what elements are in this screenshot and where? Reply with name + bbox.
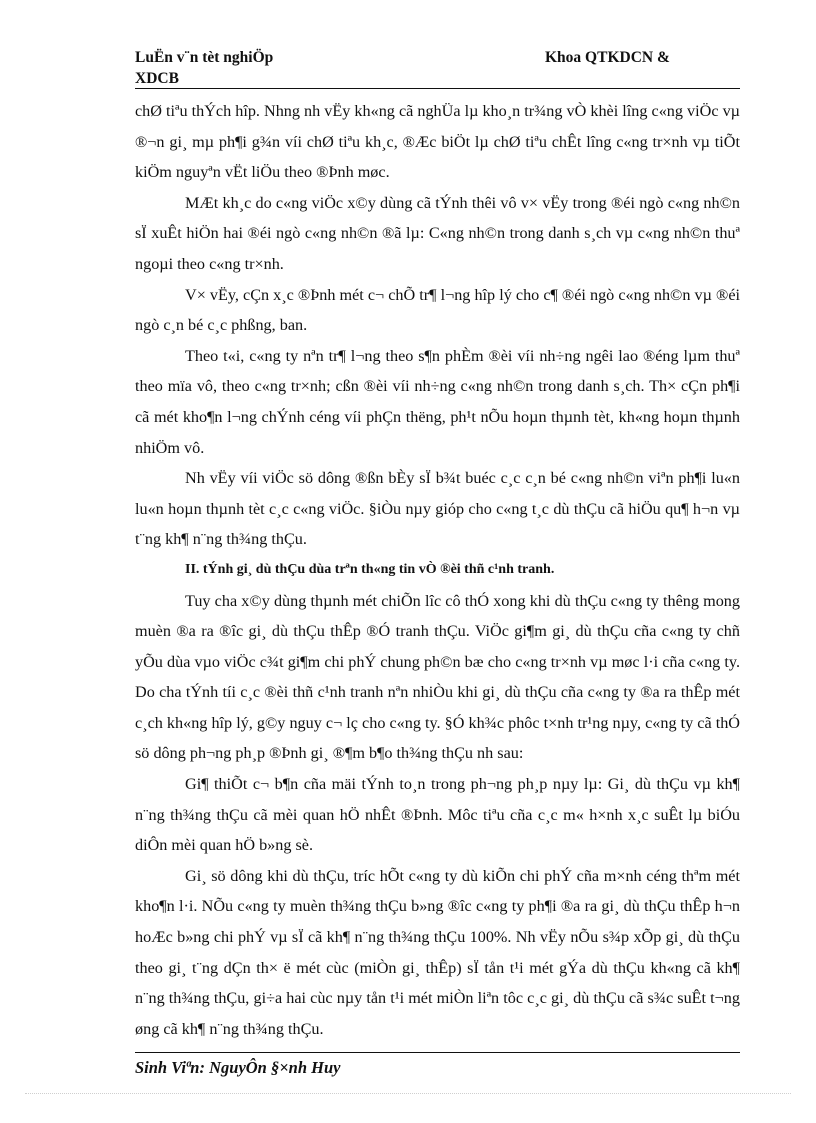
paragraph: Gi¸ sö dông khi dù thÇu, tríc hÕt c«ng ty dù kiÕn chi phÝ cña m×nh céng thªm mét kho¶n l·i. NÕu c«ng ty muèn th¾ng thÇu b»ng ®îc c«ng ty ph¶i ®a ra gi¸ dù thÇu thÊp h¬n hoÆc b»ng chi phÝ vµ sÏ cã kh¶ n¨ng th¾ng thÇu 100%. Nh vËy nÕu s¾p xÕp gi¸ dù thÇu theo gi¸ t¨ng dÇn th× ë mét cùc (miÒn gi¸ thÊp) sÏ tån t¹i mét gÝa dù thÇu kh«ng cã kh¶ n¨ng th¾ng thÇu, gi÷a hai cùc nµy tån t¹i mét miÒn liªn tôc c¸c gi¸ dù thÇu cã s¾c suÊt t¬ng øng cã kh¶ n¨ng th¾ng thÇu. [135, 866, 740, 1038]
footer-divider [135, 1052, 740, 1053]
page-edge [25, 1093, 791, 1094]
paragraph: Nh vËy víi viÖc sö dông ®ßn bÈy sÏ b¾t buéc c¸c c¸n bé c«ng nh©n viªn ph¶i lu«n lu«n hoµn thµnh tèt c¸c c«ng viÖc. §iÒu nµy gióp cho c«ng t¸c dù thÇu cã hiÖu qu¶ h¬n vµ t¨ng kh¶ n¨ng th¾ng thÇu. [135, 469, 740, 549]
header-divider [135, 88, 740, 89]
paragraph: Theo t«i, c«ng ty nªn tr¶ l¬ng theo s¶n phÈm ®èi víi nh÷ng ngêi lao ®éng lµm thuª theo mïa vô, theo c«ng tr×nh; cßn ®èi víi nh÷ng c«ng nh©n trong danh s¸ch. Th× cÇn ph¶i cã mét kho¶n l¬ng chÝnh céng víi phÇn thëng, ph¹t nÕu hoµn thµnh tèt, kh«ng hoµn thµnh nhiÖm vô. [135, 346, 740, 457]
paragraph: chØ tiªu thÝch hîp. Nhng nh vËy kh«ng cã nghÜa lµ kho¸n tr¾ng vÒ khèi lîng c«ng viÖc vµ ®¬n gi¸ mµ ph¶i g¾n víi chØ tiªu kh¸c, ®Æc biÖt lµ chØ tiªu chÊt lîng c«ng tr×nh vµ tiÕt kiÖm nguyªn vËt liÖu theo ®Þnh møc. [135, 102, 740, 182]
paragraph: Tuy cha x©y dùng thµnh mét chiÕn lîc cô thÓ xong khi dù thÇu c«ng ty thêng mong muèn ®a ra ®îc gi¸ dù thÇu thÊp ®Ó tranh thÇu. ViÖc gi¶m gi¸ dù thÇu cña c«ng ty chñ yÕu dùa vµo viÖc c¾t gi¶m chi phÝ chung ph©n bæ cho c«ng tr×nh vµ møc l·i cña c«ng ty. Do cha tÝnh tíi c¸c ®èi thñ c¹nh tranh nªn nhiÒu khi gi¸ dù thÇu cña c«ng ty ®a ra thÊp mét c¸ch kh«ng hîp lý, g©y nguy c¬ lç cho c«ng ty. §Ó kh¾c phôc t×nh tr¹ng nµy, c«ng ty cã thÓ sö dông ph¬ng ph¸p ®Þnh gi¸ ®¶m b¶o th¾ng thÇu nh sau: [135, 591, 740, 763]
paragraph: MÆt kh¸c do c«ng viÖc x©y dùng cã tÝnh thêi vô v× vËy trong ®éi ngò c«ng nh©n sÏ xuÊt hiÖn hai ®éi ngò c«ng nh©n ®ã lµ: C«ng nh©n trong danh s¸ch vµ c«ng nh©n thuª ngoµi theo c«ng tr×nh. [135, 193, 740, 273]
thesis-label: LuËn v¨n tèt nghiÖp [135, 49, 274, 66]
department-label: XDCB [135, 70, 179, 87]
section-heading: II. tÝnh gi¸ dù thÇu dùa trªn th«ng tin vÒ ®èi thñ c¹nh tranh. [185, 561, 555, 577]
faculty-label: Khoa QTKDCN & [545, 49, 670, 66]
paragraph: Gi¶ thiÕt c¬ b¶n cña mäi tÝnh to¸n trong ph¬ng ph¸p nµy lµ: Gi¸ dù thÇu vµ kh¶ n¨ng th¾ng thÇu cã mèi quan hÖ nhÊt ®Þnh. Môc tiªu cña c¸c m« h×nh x¸c suÊt lµ biÓu diÔn mèi quan hÖ b»ng sè. [135, 775, 740, 855]
student-name: Sinh Viªn: NguyÔn §×nh Huy [135, 1058, 341, 1077]
paragraph: V× vËy, cÇn x¸c ®Þnh mét c¬ chÕ tr¶ l¬ng hîp lý cho c¶ ®éi ngò c«ng nh©n vµ ®éi ngò c¸n bé c¸c phßng, ban. [135, 285, 740, 335]
header-left [135, 47, 395, 89]
document-body [135, 96, 740, 1044]
